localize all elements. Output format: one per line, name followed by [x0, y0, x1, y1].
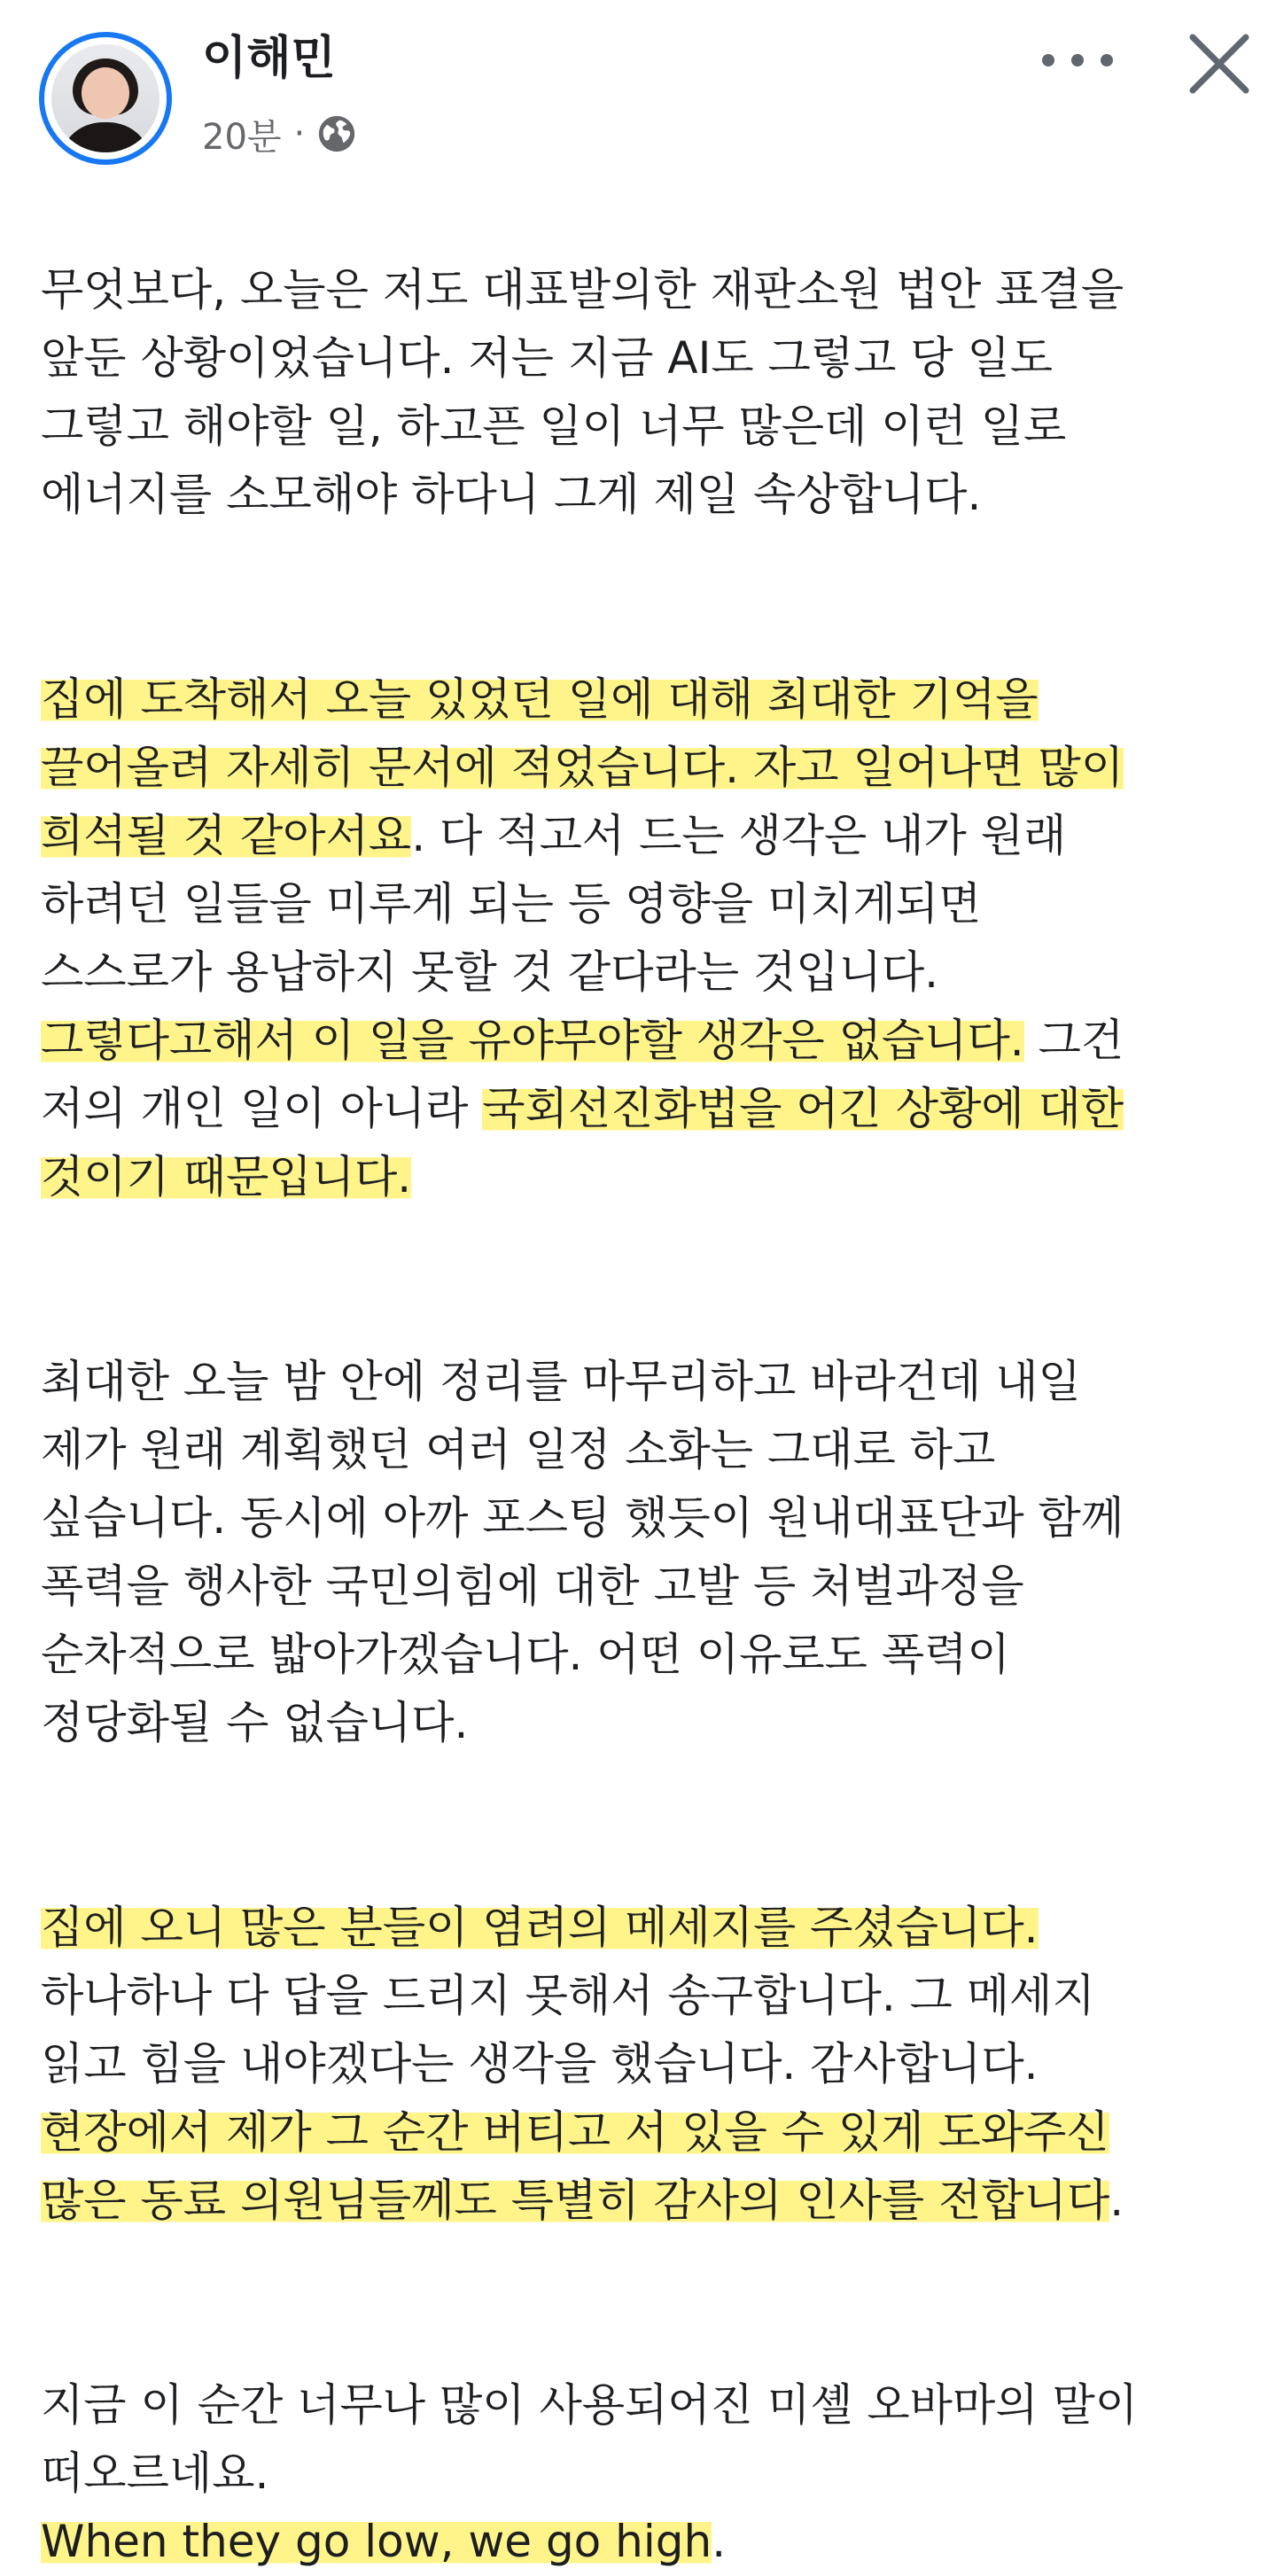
post-text: . 다 적고서 드는 생각은 내가 원래 하려던 일들을 미루게 되는 등 영향을 미치게되면 스스로가 용납하지 못할 것 같다라는 것입니다.: [41, 810, 1067, 998]
highlighted-text: When they go low, we go high: [41, 2516, 712, 2567]
avatar-photo: [51, 44, 160, 152]
post-text: 최대한 오늘 밤 안에 정리를 마무리하고 바라건데 내일 제가 원래 계획했던 여러 일정 소화는 그대로 하고 싶습니다. 동시에 아까 포스팅 했듯이 원내대표단과 함께 폭력을 행사한 국민의힘에 대한 고발 등 처벌과정을 순차적으로 밟아가겠습니다. 어떤 이유로도 폭력이 정당화될 수 없습니다.: [41, 1356, 1124, 1748]
highlighted-text: 그렇다고해서 이 일을 유야무야할 생각은 없습니다.: [41, 1015, 1024, 1066]
post-text: .: [712, 2516, 727, 2567]
post-paragraph: [41, 2303, 1255, 2576]
close-icon[interactable]: [1186, 30, 1253, 97]
post-text: 지금 이 순간 너무나 많이 사용되어진 미셸 오바마의 말이 떠오르네요.: [41, 2379, 1139, 2499]
post-text: 하나하나 다 답을 드리지 못해서 송구합니다. 그 메세지 읽고 힘을 내야겠다는 생각을 했습니다. 감사합니다.: [41, 1970, 1095, 2090]
more-dot: [1071, 54, 1084, 66]
avatar-face-shape: [82, 67, 129, 119]
post-meta: [202, 110, 356, 158]
post-text: 그건 저의 개인 일이 아니라: [41, 1015, 1124, 1134]
avatar-body-shape: [58, 122, 152, 152]
post-paragraph: [41, 188, 1255, 529]
more-dot: [1101, 54, 1113, 66]
more-dot: [1042, 54, 1054, 66]
highlighted-text: 집에 도착해서 오늘 있었던 일에 대해 최대한 기억을 끌어올려 자세히 문서에 적었습니다. 자고 일어나면 많이 희석될 것 같아서요: [41, 673, 1124, 861]
highlighted-text: 국회선진화법을 어긴 상황에 대한 것이기 때문입니다.: [41, 1083, 1124, 1202]
post-paragraph: [41, 597, 1255, 1211]
post-header: [0, 0, 1276, 168]
post-paragraph: [41, 1825, 1255, 2235]
avatar[interactable]: [39, 32, 172, 165]
highlighted-text: 현장에서 제가 그 순간 버티고 서 있을 수 있게 도와주신 많은 동료 의원님들께도 특별히 감사의 인사를 전합니다: [41, 2106, 1110, 2226]
globe-icon[interactable]: [317, 114, 356, 153]
post-text: .: [1109, 2175, 1124, 2226]
post-body: [41, 188, 1255, 2576]
post-text: 무엇보다, 오늘은 저도 대표발의한 재판소원 법안 표결을 앞둔 상황이었습니다. 저는 지금 AI도 그렇고 당 일도 그렇고 해야할 일, 하고픈 일이 너무 많은데 이런 일로 에너지를 소모해야 하다니 그게 제일 속상합니다.: [41, 264, 1124, 520]
highlighted-text: 집에 오니 많은 분들이 염려의 메세지를 주셨습니다.: [41, 1902, 1039, 1953]
more-dots-icon[interactable]: [1042, 44, 1113, 76]
post-paragraph: [41, 1280, 1255, 1757]
post-timestamp[interactable]: 20분: [202, 116, 282, 158]
meta-separator: ·: [293, 113, 306, 154]
author-name[interactable]: 이해민: [202, 32, 336, 85]
